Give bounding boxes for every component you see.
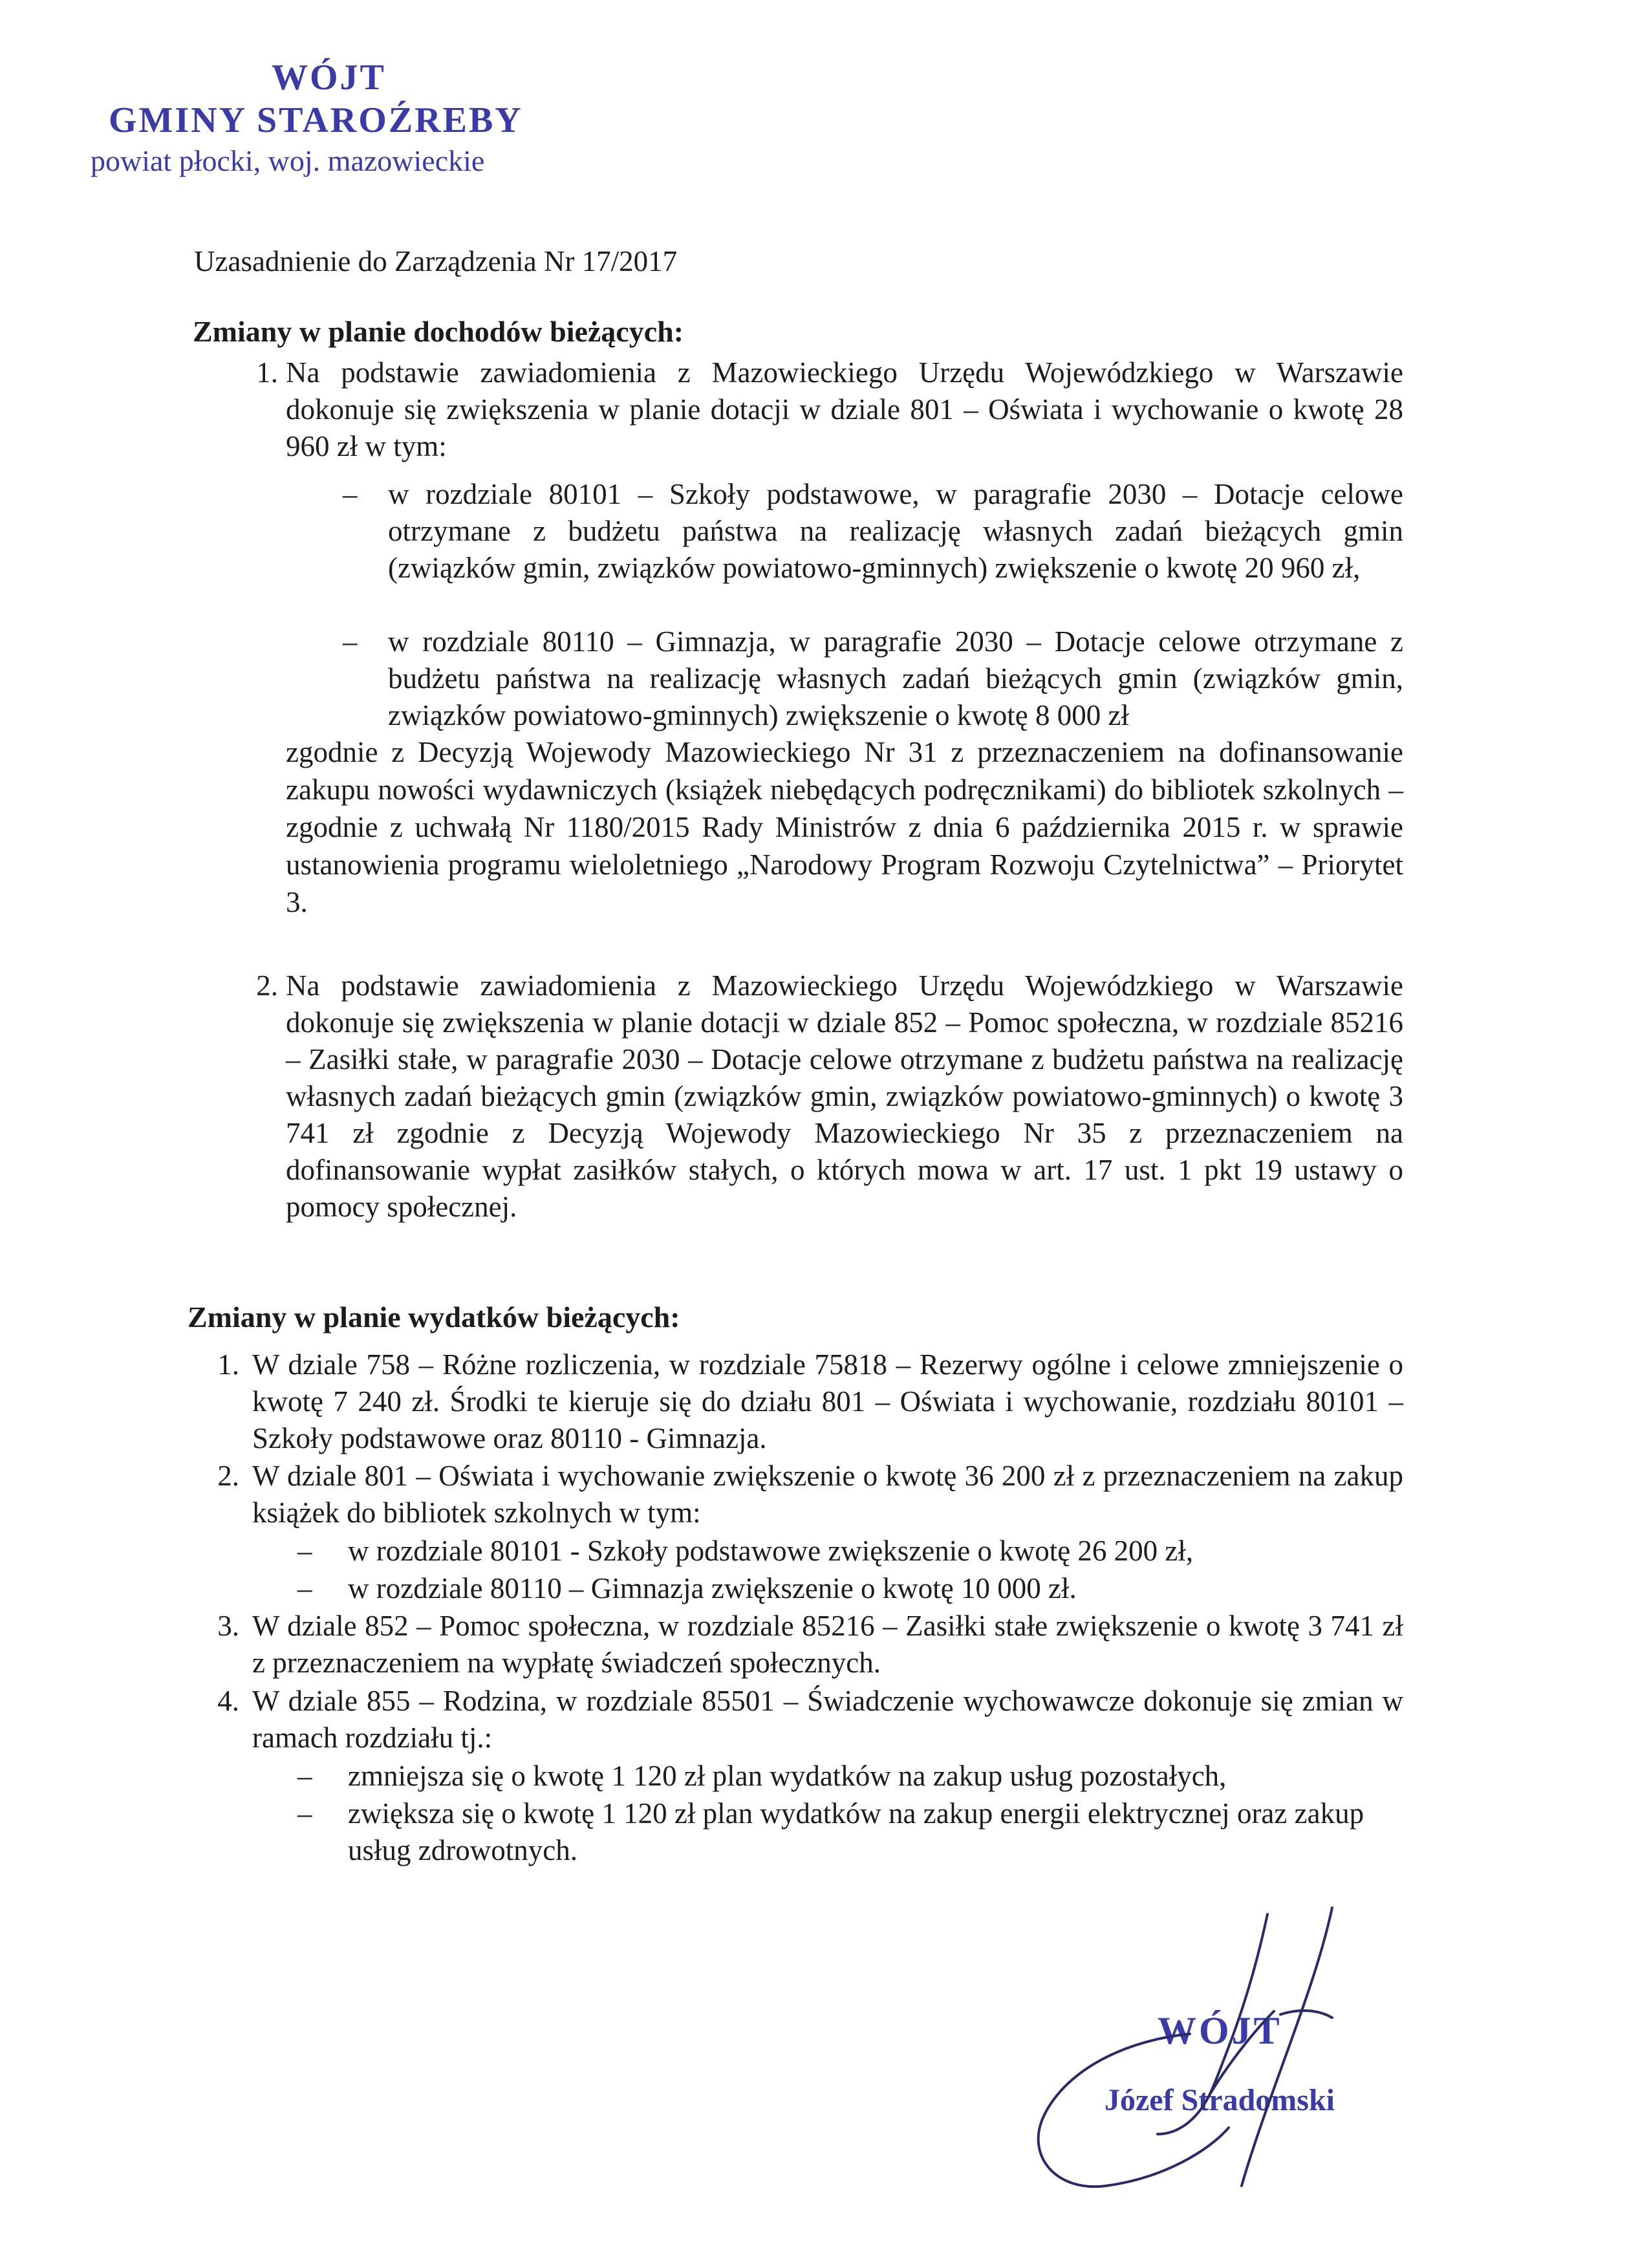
item-text: W dziale 852 – Pomoc społeczna, w rozdziale 85216 – Zasiłki stałe zwiększenie o kwotę 3 741 zł z przeznaczeniem na wypłatę świadczeń społecznych. <box>252 1610 1403 1679</box>
item-number: 2. <box>217 1460 239 1492</box>
expense-subitem-3 <box>297 1758 1397 1795</box>
expense-subitem-4 <box>297 1795 1397 1869</box>
signature-stamp-name: Józef Stradomski <box>1105 2083 1335 2117</box>
income-subitem-1 <box>336 476 1403 587</box>
item-number: 4. <box>217 1685 239 1717</box>
signature-block <box>996 1901 1449 2225</box>
subitem-text: w rozdziale 80110 – Gimnazja, w paragrafie 2030 – Dotacje celowe otrzymane z budżetu państwa na realizację własnych zadań bieżących gmin (związków gmin, związków powiatowo-gminnych) zwiększenie o kwotę 8 000 zł <box>388 625 1403 731</box>
expense-item-3 <box>200 1608 1403 1681</box>
handwritten-signature-icon <box>996 1901 1449 2225</box>
subitem-text: zmniejsza się o kwotę 1 120 zł plan wydatków na zakup usług pozostałych, <box>348 1760 1227 1792</box>
income-item-2 <box>239 967 1403 1226</box>
dash-marker: – <box>343 478 358 510</box>
subitem-text: zwiększa się o kwotę 1 120 zł plan wydatków na zakup energii elektrycznej oraz zakup usług zdrowotnych. <box>348 1797 1364 1866</box>
stamp-line-1: WÓJT <box>272 58 386 98</box>
document-title: Uzasadnienie do Zarządzenia Nr 17/2017 <box>194 245 678 277</box>
item-number: 3. <box>217 1610 239 1642</box>
dash-marker: – <box>343 625 358 658</box>
expense-item-1 <box>200 1346 1403 1457</box>
subitem-text: w rozdziale 80110 – Gimnazja zwiększenie o kwotę 10 000 zł. <box>348 1572 1077 1604</box>
income-item-1 <box>239 354 1403 465</box>
item-text: W dziale 855 – Rodzina, w rozdziale 85501 – Świadczenie wychowawcze dokonuje się zmian w ramach rozdziału tj.: <box>252 1685 1403 1754</box>
expense-subitem-2 <box>297 1570 1397 1607</box>
income-heading: Zmiany w planie dochodów bieżących: <box>193 315 684 348</box>
stamp-line-3: powiat płocki, woj. mazowieckie <box>91 144 485 177</box>
income-subitem-2 <box>336 623 1403 734</box>
expenses-heading: Zmiany w planie wydatków bieżących: <box>188 1301 680 1334</box>
signature-stamp-title: WÓJT <box>1158 2009 1282 2052</box>
expense-item-4 <box>200 1683 1403 1756</box>
item-text: Na podstawie zawiadomienia z Mazowieckiego Urzędu Wojewódzkiego w Warszawie dokonuje się zwiększenia w planie dotacji w dziale 801 – Oświata i wychowanie o kwotę 28 960 zł w tym: <box>286 356 1403 462</box>
item-number: 1. <box>256 356 278 389</box>
item-number: 2. <box>256 969 278 1002</box>
dash-marker: – <box>297 1797 312 1830</box>
subitem-text: w rozdziale 80101 – Szkoły podstawowe, w paragrafie 2030 – Dotacje celowe otrzymane z budżetu państwa na realizację własnych zadań bieżących gmin (związków gmin, związków powiatowo-gminnych) zwiększenie o kwotę 20 960 zł, <box>388 478 1403 584</box>
dash-marker: – <box>297 1760 312 1792</box>
expense-subitem-1 <box>297 1533 1397 1570</box>
dash-marker: – <box>297 1572 312 1604</box>
item-number: 1. <box>217 1348 239 1381</box>
expense-item-2 <box>200 1458 1403 1531</box>
item-text: W dziale 801 – Oświata i wychowanie zwiększenie o kwotę 36 200 zł z przeznaczeniem na zakup książek do bibliotek szkolnych w tym: <box>252 1460 1403 1529</box>
item-text: Na podstawie zawiadomienia z Mazowieckiego Urzędu Wojewódzkiego w Warszawie dokonuje się zwiększenia w planie dotacji w dziale 852 – Pomoc społeczna, w rozdziale 85216 – Zasiłki stałe, w paragrafie 2030 – Dotacje celowe otrzymane z budżetu państwa na realizację własnych zadań bieżących gmin (związków gmin, związków powiatowo-gminnych) o kwotę 3 741 zł zgodnie z Decyzją Wojewody Mazowieckiego Nr 35 z przeznaczeniem na dofinansowanie wypłat zasiłków stałych, o których mowa w art. 17 ust. 1 pkt 19 ustawy o pomocy społecznej. <box>286 969 1403 1223</box>
subitem-text: w rozdziale 80101 - Szkoły podstawowe zwiększenie o kwotę 26 200 zł, <box>348 1535 1194 1567</box>
income-item-1-continuation: zgodnie z Decyzją Wojewody Mazowieckiego Nr 31 z przeznaczeniem na dofinansowanie zakupu nowości wydawniczych (książek niebędących podręcznikami) do bibliotek szkolnych – zgodnie z uchwałą Nr 1180/2015 Rady Ministrów z dnia 6 października 2015 r. w sprawie ustanowienia programu wieloletniego „Narodowy Program Rozwoju Czytelnictwa” – Priorytet 3. <box>286 736 1403 918</box>
stamp-line-2: GMINY STAROŹREBY <box>109 100 523 140</box>
dash-marker: – <box>297 1535 312 1567</box>
item-text: W dziale 758 – Różne rozliczenia, w rozdziale 75818 – Rezerwy ogólne i celowe zmniejszenie o kwotę 7 240 zł. Środki te kieruje się do działu 801 – Oświata i wychowanie, rozdziału 80101 – Szkoły podstawowe oraz 80110 - Gimnazja. <box>252 1348 1403 1454</box>
